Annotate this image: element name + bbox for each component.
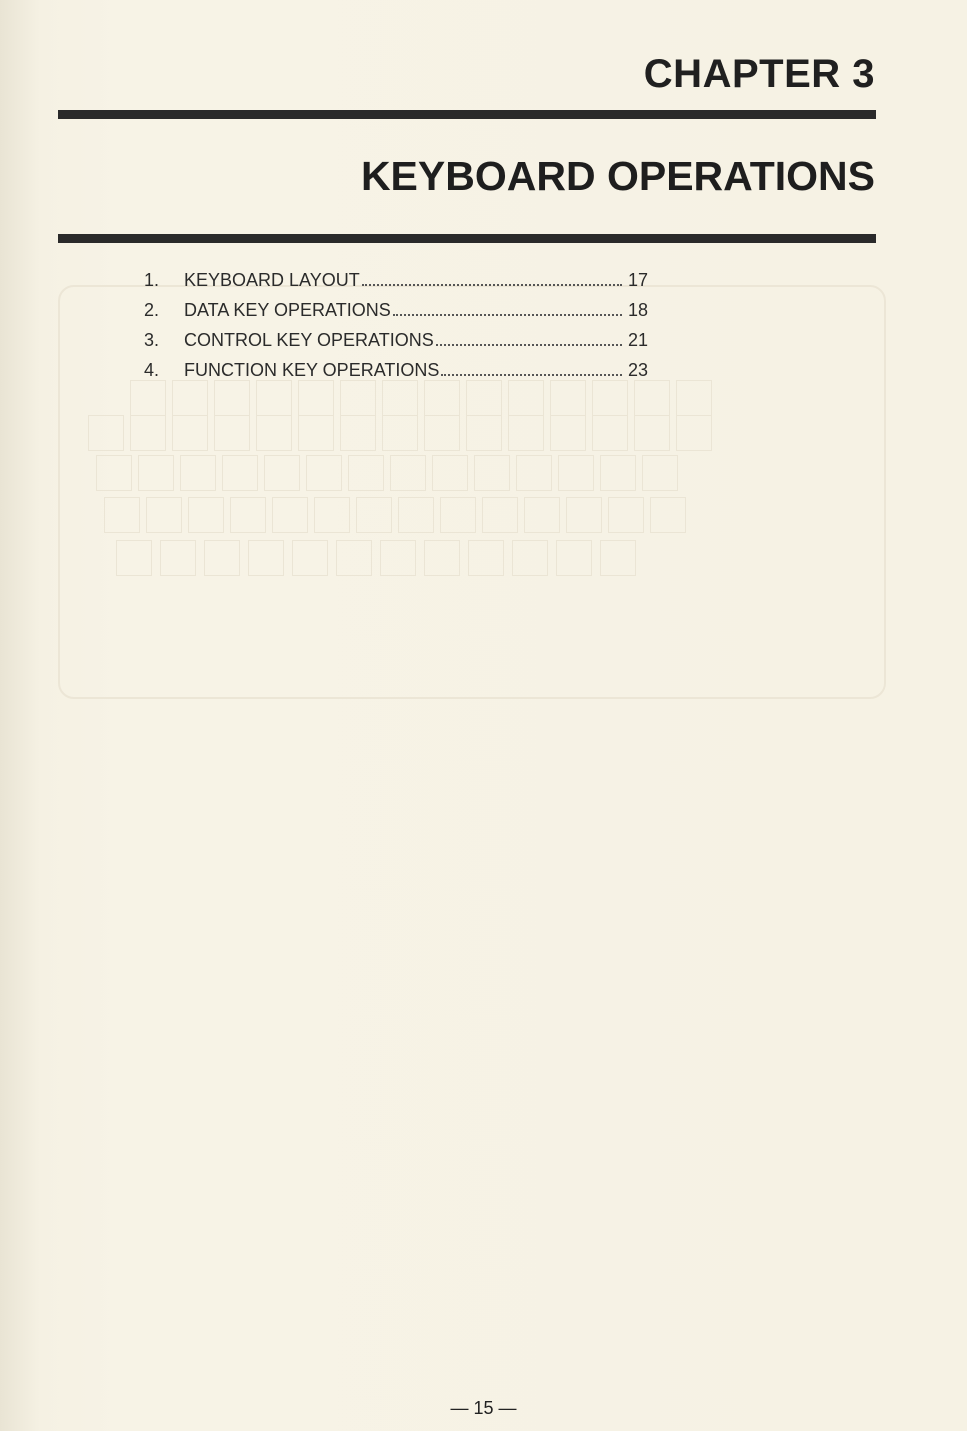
bleed-through-key <box>512 540 548 576</box>
bleed-through-key <box>272 497 308 533</box>
chapter-label: CHAPTER 3 <box>643 52 875 96</box>
bleed-through-key <box>380 540 416 576</box>
toc-leader-dots <box>393 314 622 316</box>
bleed-through-key <box>676 380 712 416</box>
bleed-through-key <box>634 415 670 451</box>
bleed-through-key <box>348 455 384 491</box>
bleed-through-key <box>468 540 504 576</box>
bleed-through-key <box>466 415 502 451</box>
bleed-through-key <box>382 415 418 451</box>
toc-leader-dots <box>362 284 622 286</box>
bleed-through-key <box>146 497 182 533</box>
bleed-through-key <box>516 455 552 491</box>
bleed-through-key <box>306 455 342 491</box>
toc-entry-number: 2. <box>144 300 160 320</box>
bleed-through-key <box>160 540 196 576</box>
bleed-through-key <box>222 455 258 491</box>
toc-entry[interactable] <box>144 300 664 330</box>
bleed-through-key <box>314 497 350 533</box>
toc-entry-page: 23 <box>628 360 649 380</box>
toc-entry-title: CONTROL KEY OPERATIONS <box>184 330 434 350</box>
bleed-through-key <box>292 540 328 576</box>
bleed-through-key <box>172 415 208 451</box>
chapter-title: KEYBOARD OPERATIONS <box>360 153 875 199</box>
bleed-through-key <box>440 497 476 533</box>
bleed-through-key <box>230 497 266 533</box>
bleed-through-key <box>600 455 636 491</box>
toc-entry-number: 3. <box>144 330 160 350</box>
bleed-through-key <box>180 455 216 491</box>
bleed-through-key <box>390 455 426 491</box>
bleed-through-key <box>204 540 240 576</box>
bleed-through-key <box>650 497 686 533</box>
bleed-through-key <box>642 455 678 491</box>
bleed-through-key <box>256 415 292 451</box>
bleed-through-key <box>264 455 300 491</box>
bleed-through-key <box>340 415 376 451</box>
bleed-through-key <box>566 497 602 533</box>
page-number: — 15 — <box>450 1398 517 1418</box>
bleed-through-key <box>214 415 250 451</box>
bleed-through-key <box>138 455 174 491</box>
bleed-through-key <box>398 497 434 533</box>
bleed-through-key <box>356 497 392 533</box>
toc-leader-dots <box>436 344 622 346</box>
toc-entry-title: KEYBOARD LAYOUT <box>184 270 360 290</box>
bleed-through-key <box>432 455 468 491</box>
bleed-through-key <box>608 497 644 533</box>
bleed-through-key <box>336 540 372 576</box>
bottom-rule <box>58 234 876 243</box>
toc-entry[interactable] <box>144 270 664 300</box>
bleed-through-key <box>474 455 510 491</box>
bleed-through-key <box>556 540 592 576</box>
bleed-through-key <box>550 415 586 451</box>
bleed-through-key <box>130 415 166 451</box>
bleed-through-key <box>558 455 594 491</box>
bleed-through-key <box>676 415 712 451</box>
bleed-through-key <box>96 455 132 491</box>
toc-entry-page: 18 <box>628 300 649 320</box>
toc-entry[interactable] <box>144 360 664 390</box>
top-rule <box>58 110 876 119</box>
bleed-through-key <box>600 540 636 576</box>
bleed-through-key <box>424 415 460 451</box>
bleed-through-key <box>482 497 518 533</box>
bleed-through-key <box>424 540 460 576</box>
bleed-through-key <box>592 415 628 451</box>
table-of-contents <box>144 270 664 390</box>
toc-leader-dots <box>441 374 622 376</box>
toc-entry-number: 4. <box>144 360 160 380</box>
bleed-through-key <box>104 497 140 533</box>
bleed-through-key <box>188 497 224 533</box>
toc-entry-page: 17 <box>628 270 649 290</box>
toc-entry-title: DATA KEY OPERATIONS <box>184 300 391 320</box>
toc-entry-number: 1. <box>144 270 160 290</box>
bleed-through-key <box>524 497 560 533</box>
bleed-through-key <box>116 540 152 576</box>
toc-entry-title: FUNCTION KEY OPERATIONS <box>184 360 440 380</box>
toc-entry[interactable] <box>144 330 664 360</box>
bleed-through-key <box>298 415 334 451</box>
bleed-through-key <box>248 540 284 576</box>
bleed-through-key <box>88 415 124 451</box>
toc-entry-page: 21 <box>628 330 649 350</box>
bleed-through-key <box>508 415 544 451</box>
